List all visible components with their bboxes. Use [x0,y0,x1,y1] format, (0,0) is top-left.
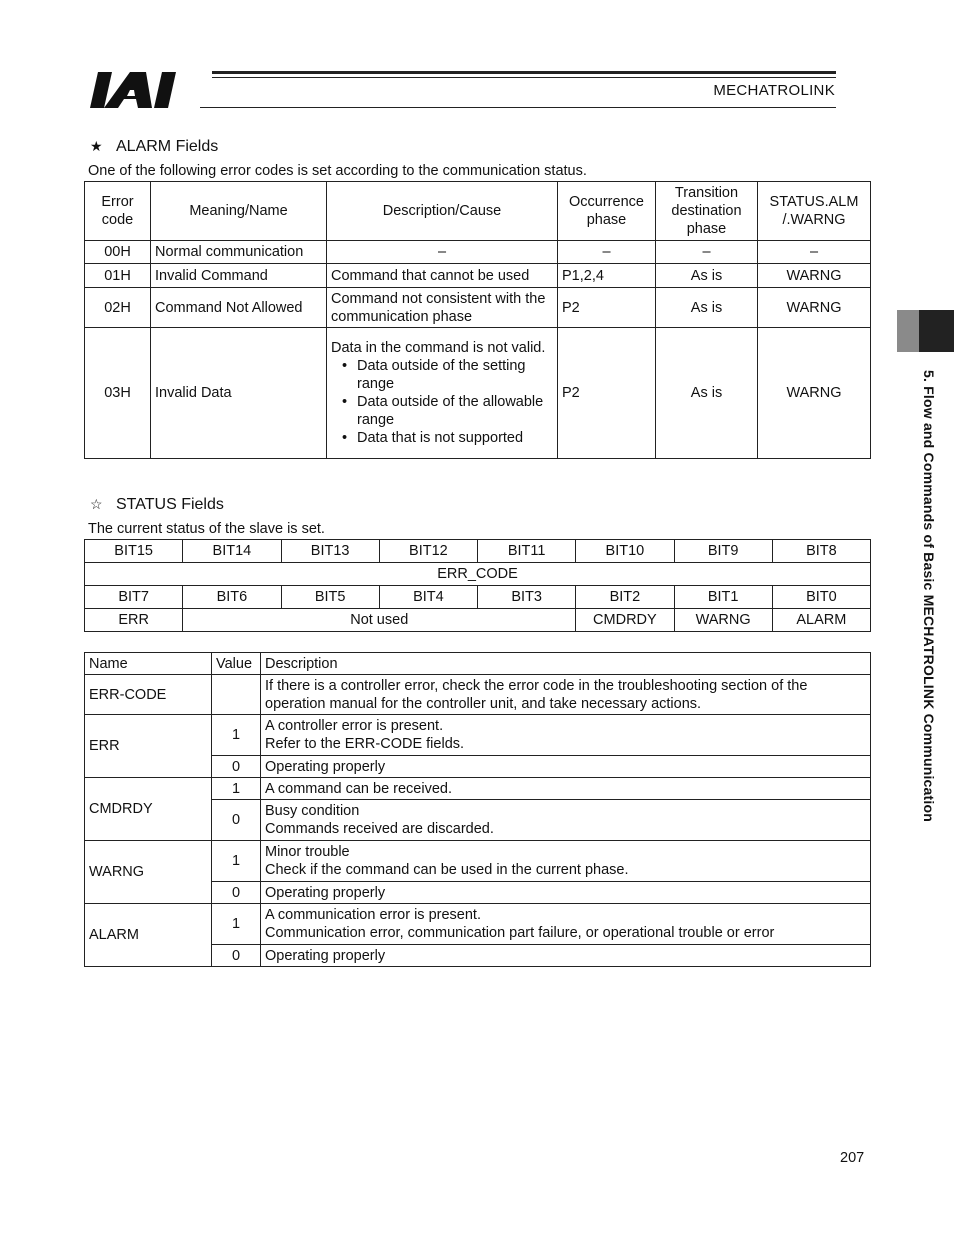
bit-cell: BIT6 [183,586,281,609]
bit-cell: BIT2 [576,586,674,609]
status-title-text: STATUS Fields [116,496,224,513]
page-number: 207 [840,1150,865,1166]
cell-status: WARNG [758,288,871,328]
bit-cell: BIT5 [281,586,379,609]
alarm-header-row [85,182,871,241]
cell-name: Normal communication [151,241,327,264]
status-description-table [84,652,871,967]
cell-code: 02H [85,288,151,328]
bit-cell: BIT9 [674,540,772,563]
header-rule-thick [212,71,836,74]
cell-name: Invalid Command [151,264,327,288]
status-header-row [85,653,871,675]
value-cell: 1 [212,904,261,945]
cell-desc: – [327,241,558,264]
bit-cell: BIT3 [478,586,576,609]
value-cell: 0 [212,800,261,841]
cell-status: WARNG [758,328,871,459]
cell-code: 00H [85,241,151,264]
bit-cell: BIT4 [379,586,477,609]
table-row [85,841,871,882]
desc-cell: Operating properly [261,945,871,967]
desc-cell: Operating properly [261,882,871,904]
alarm-section-title [90,138,218,156]
cell-occurrence: – [558,241,656,264]
col-error-code: Error code [85,182,151,241]
bit-row-high [85,540,871,563]
bit-row-low [85,586,871,609]
alarm-title-text: ALARM Fields [116,138,219,155]
cell-transition: As is [656,328,758,459]
err-bit-value: ERR [85,609,183,632]
value-cell: 0 [212,945,261,967]
desc-cell: If there is a controller error, check the error code in the troubleshooting section of the operation manual for the controller unit, and take necessary actions. [261,675,871,715]
bit-cell: BIT8 [772,540,870,563]
desc-cell: Minor trouble Check if the command can be used in the current phase. [261,841,871,882]
value-cell: 1 [212,778,261,800]
status-description: The current status of the slave is set. [88,521,325,537]
bit-cell: BIT12 [379,540,477,563]
col-description: Description/Cause [327,182,558,241]
table-row [85,715,871,756]
filled-star-icon: ★ [90,138,103,154]
desc-cell: A controller error is present. Refer to the ERR-CODE fields. [261,715,871,756]
cell-status: – [758,241,871,264]
col-meaning: Meaning/Name [151,182,327,241]
iai-logo [90,68,208,112]
name-cell: WARNG [85,841,212,904]
chapter-side-title: 5. Flow and Commands of Basic MECHATROLINK Communication [921,370,937,822]
bit-cell: BIT15 [85,540,183,563]
alarm-description: One of the following error codes is set according to the communication status. [88,163,587,179]
cell-desc: Command not consistent with the communication phase [327,288,558,328]
desc-intro: Data in the command is not valid. [331,340,546,356]
bit-cell: BIT14 [183,540,281,563]
outline-star-icon: ☆ [90,496,103,512]
name-cell: ERR-CODE [85,675,212,715]
table-row [85,241,871,264]
err-code-row [85,563,871,586]
bit-cell: BIT0 [772,586,870,609]
desc-cell: Operating properly [261,756,871,778]
name-cell: ERR [85,715,212,778]
bit-values-row [85,609,871,632]
table-row [85,904,871,945]
cell-transition: – [656,241,758,264]
table-row [85,675,871,715]
header-rule-bottom [200,107,836,108]
cell-desc [327,328,558,459]
err-code-cell: ERR_CODE [85,563,871,586]
bit-cell: BIT11 [478,540,576,563]
table-row [85,328,871,459]
cell-name: Command Not Allowed [151,288,327,328]
cell-occurrence: P1,2,4 [558,264,656,288]
col-occurrence: Occurrence phase [558,182,656,241]
cell-occurrence: P2 [558,288,656,328]
cell-transition: As is [656,264,758,288]
bit-cell: BIT1 [674,586,772,609]
col-status: STATUS.ALM /.WARNG [758,182,871,241]
header-title: MECHATROLINK [713,82,835,99]
chapter-tab-light [897,310,919,352]
col-value: Value [212,653,261,675]
warng-bit-value: WARNG [674,609,772,632]
name-cell: ALARM [85,904,212,967]
table-row [85,778,871,800]
cmdrdy-bit-value: CMDRDY [576,609,674,632]
col-description: Description [261,653,871,675]
bit-cell: BIT10 [576,540,674,563]
table-row [85,288,871,328]
cell-status: WARNG [758,264,871,288]
desc-cell: Busy condition Commands received are discarded. [261,800,871,841]
desc-cell: A command can be received. [261,778,871,800]
cell-transition: As is [656,288,758,328]
header-rule-thin [212,77,836,78]
chapter-tab-dark [919,310,954,352]
cell-code: 01H [85,264,151,288]
value-cell: 0 [212,756,261,778]
status-bit-table [84,539,871,632]
list-item: • Data that is not supported [357,429,553,447]
list-item: • Data outside of the allowable range [357,393,553,429]
value-cell: 1 [212,841,261,882]
col-name: Name [85,653,212,675]
name-cell: CMDRDY [85,778,212,841]
cell-code: 03H [85,328,151,459]
not-used-value: Not used [183,609,576,632]
cell-desc: Command that cannot be used [327,264,558,288]
status-section-title [90,496,224,514]
alarm-bit-value: ALARM [772,609,870,632]
table-row [85,264,871,288]
list-item: • Data outside of the setting range [357,357,553,393]
cell-name: Invalid Data [151,328,327,459]
alarm-table [84,181,871,459]
bit-cell: BIT13 [281,540,379,563]
desc-cell: A communication error is present. Communication error, communication part failure, or operational trouble or error [261,904,871,945]
cell-occurrence: P2 [558,328,656,459]
value-cell [212,675,261,715]
desc-bullet-list [331,357,553,447]
col-transition: Transition destination phase [656,182,758,241]
bit-cell: BIT7 [85,586,183,609]
value-cell: 1 [212,715,261,756]
value-cell: 0 [212,882,261,904]
